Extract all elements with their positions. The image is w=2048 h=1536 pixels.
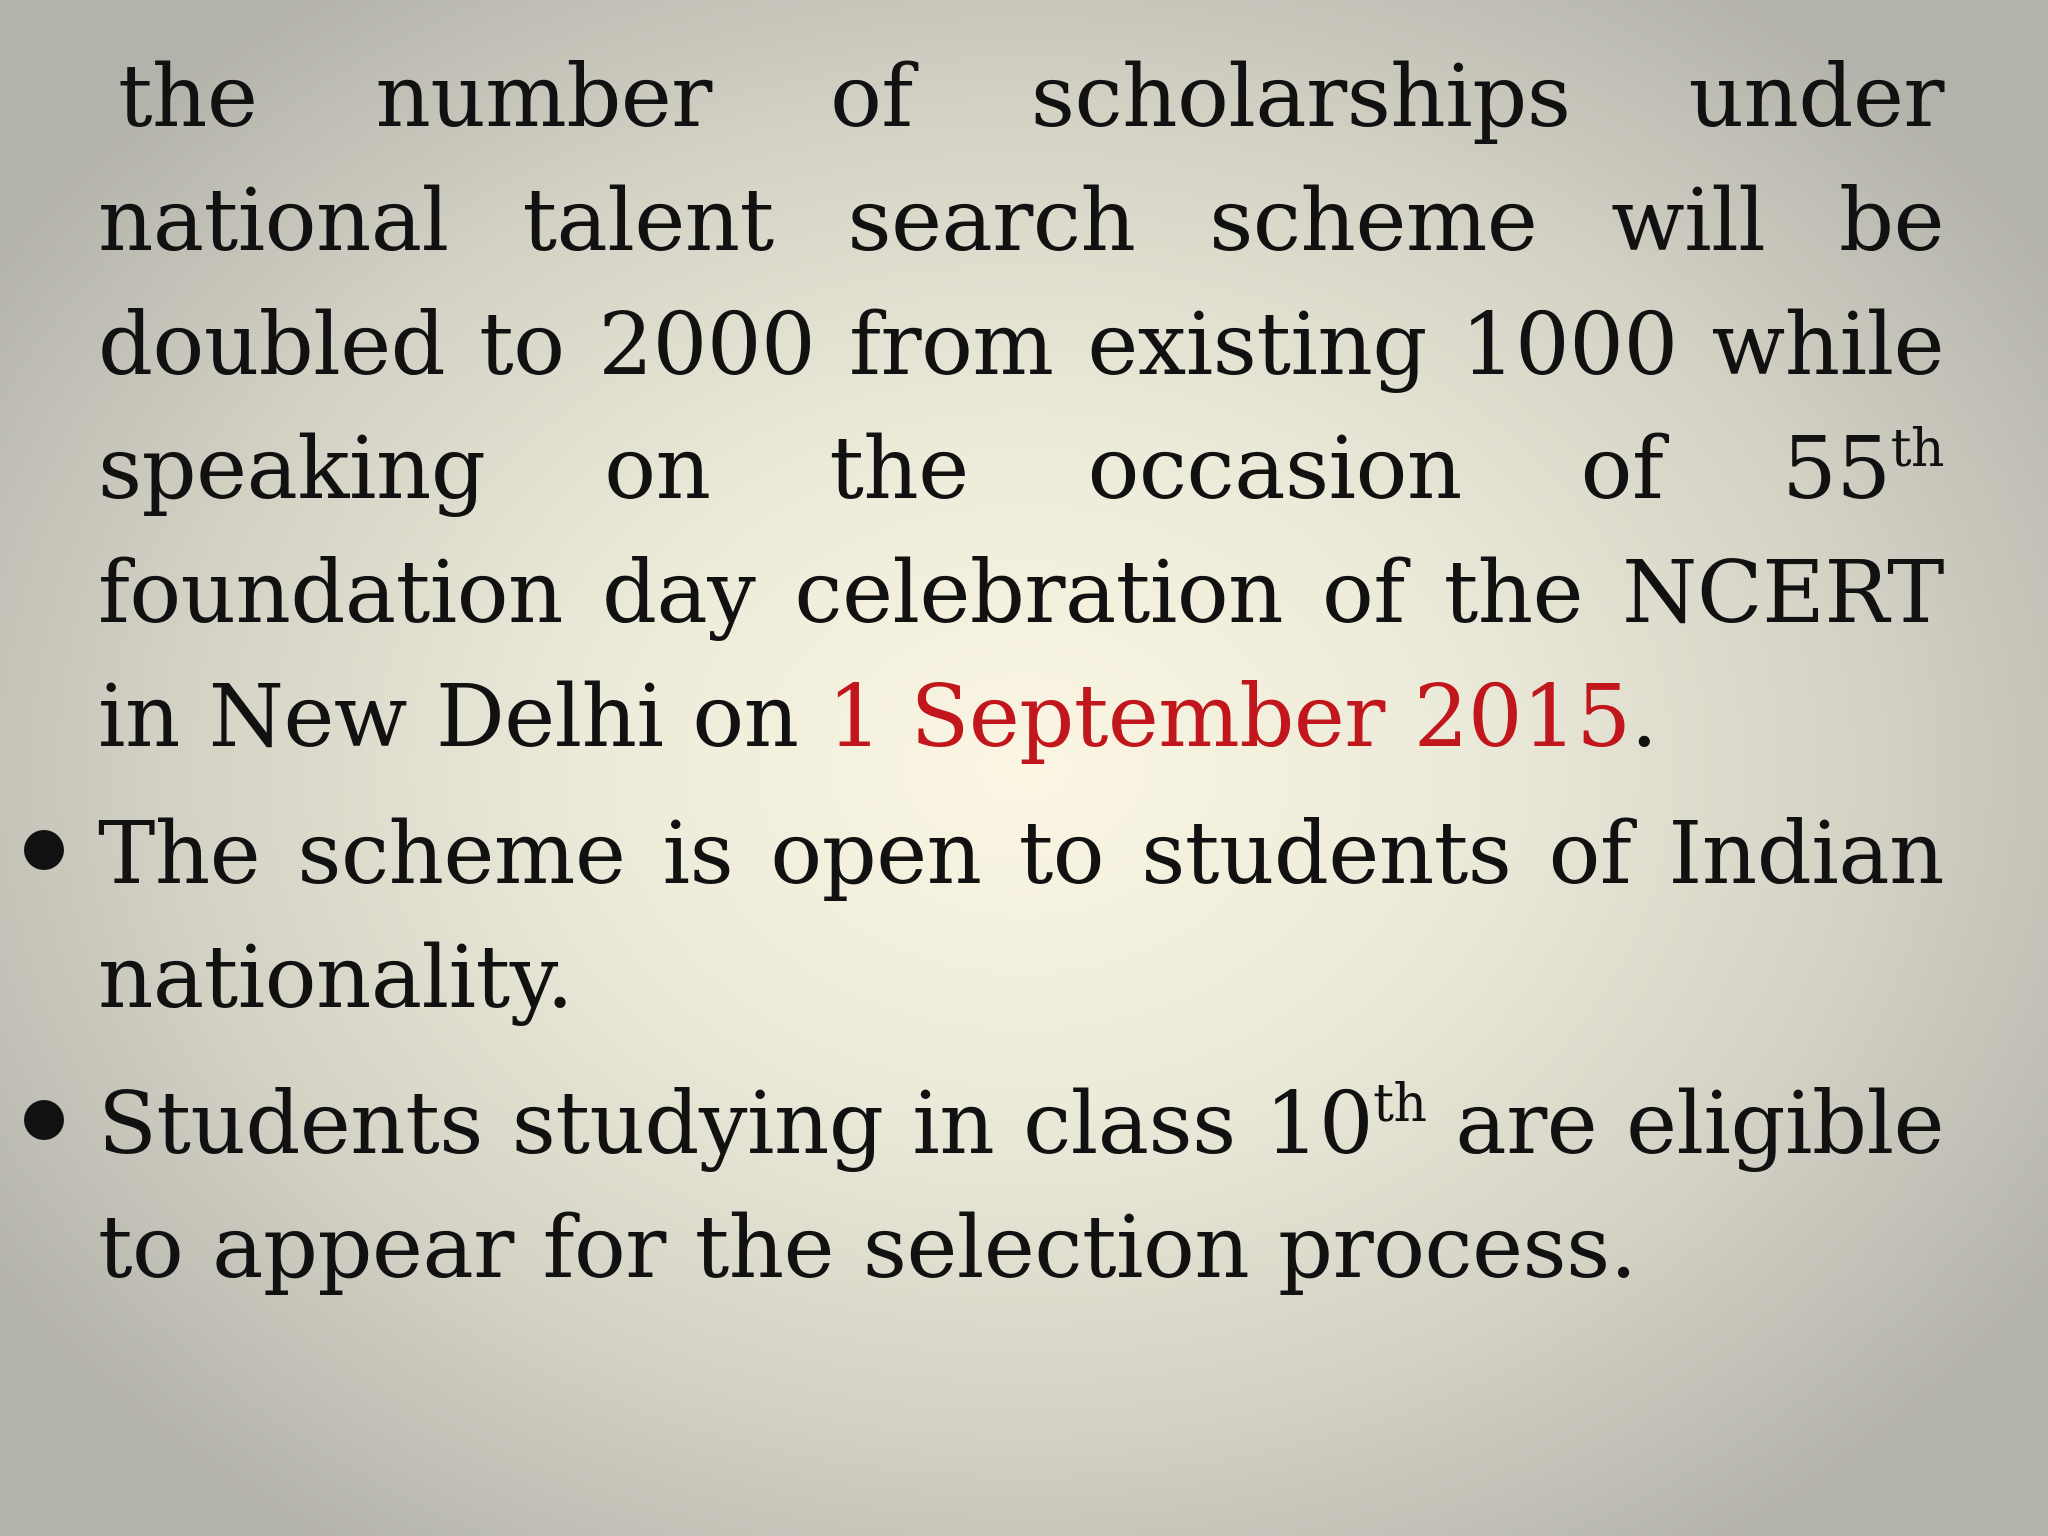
intro-text: the number of scholarships under national talent search scheme will be doubled to 2000 from existing 1000 while speaking on the occasion of 55 xyxy=(98,47,1944,519)
ordinal-suffix: th xyxy=(1890,419,1944,479)
ordinal-suffix: th xyxy=(1373,1074,1427,1134)
bullet-icon xyxy=(24,830,64,870)
intro-text-continued: foundation day celebration of the NCERT in New Delhi on xyxy=(98,543,1944,767)
bullet-item-nationality xyxy=(98,792,1944,1040)
bullet-icon xyxy=(24,1100,64,1140)
bullet-item-eligibility xyxy=(98,1062,1944,1310)
highlighted-date: 1 September 2015 xyxy=(827,667,1631,767)
paragraph-intro xyxy=(98,35,1944,779)
sentence-end: . xyxy=(1630,667,1658,767)
bullet-text: Students studying in class 10 xyxy=(98,1074,1374,1174)
bullet-text-continued: are eligible to appear for the selection process. xyxy=(98,1074,1944,1298)
bullet-text: The scheme is open to students of Indian nationality. xyxy=(98,804,1944,1028)
